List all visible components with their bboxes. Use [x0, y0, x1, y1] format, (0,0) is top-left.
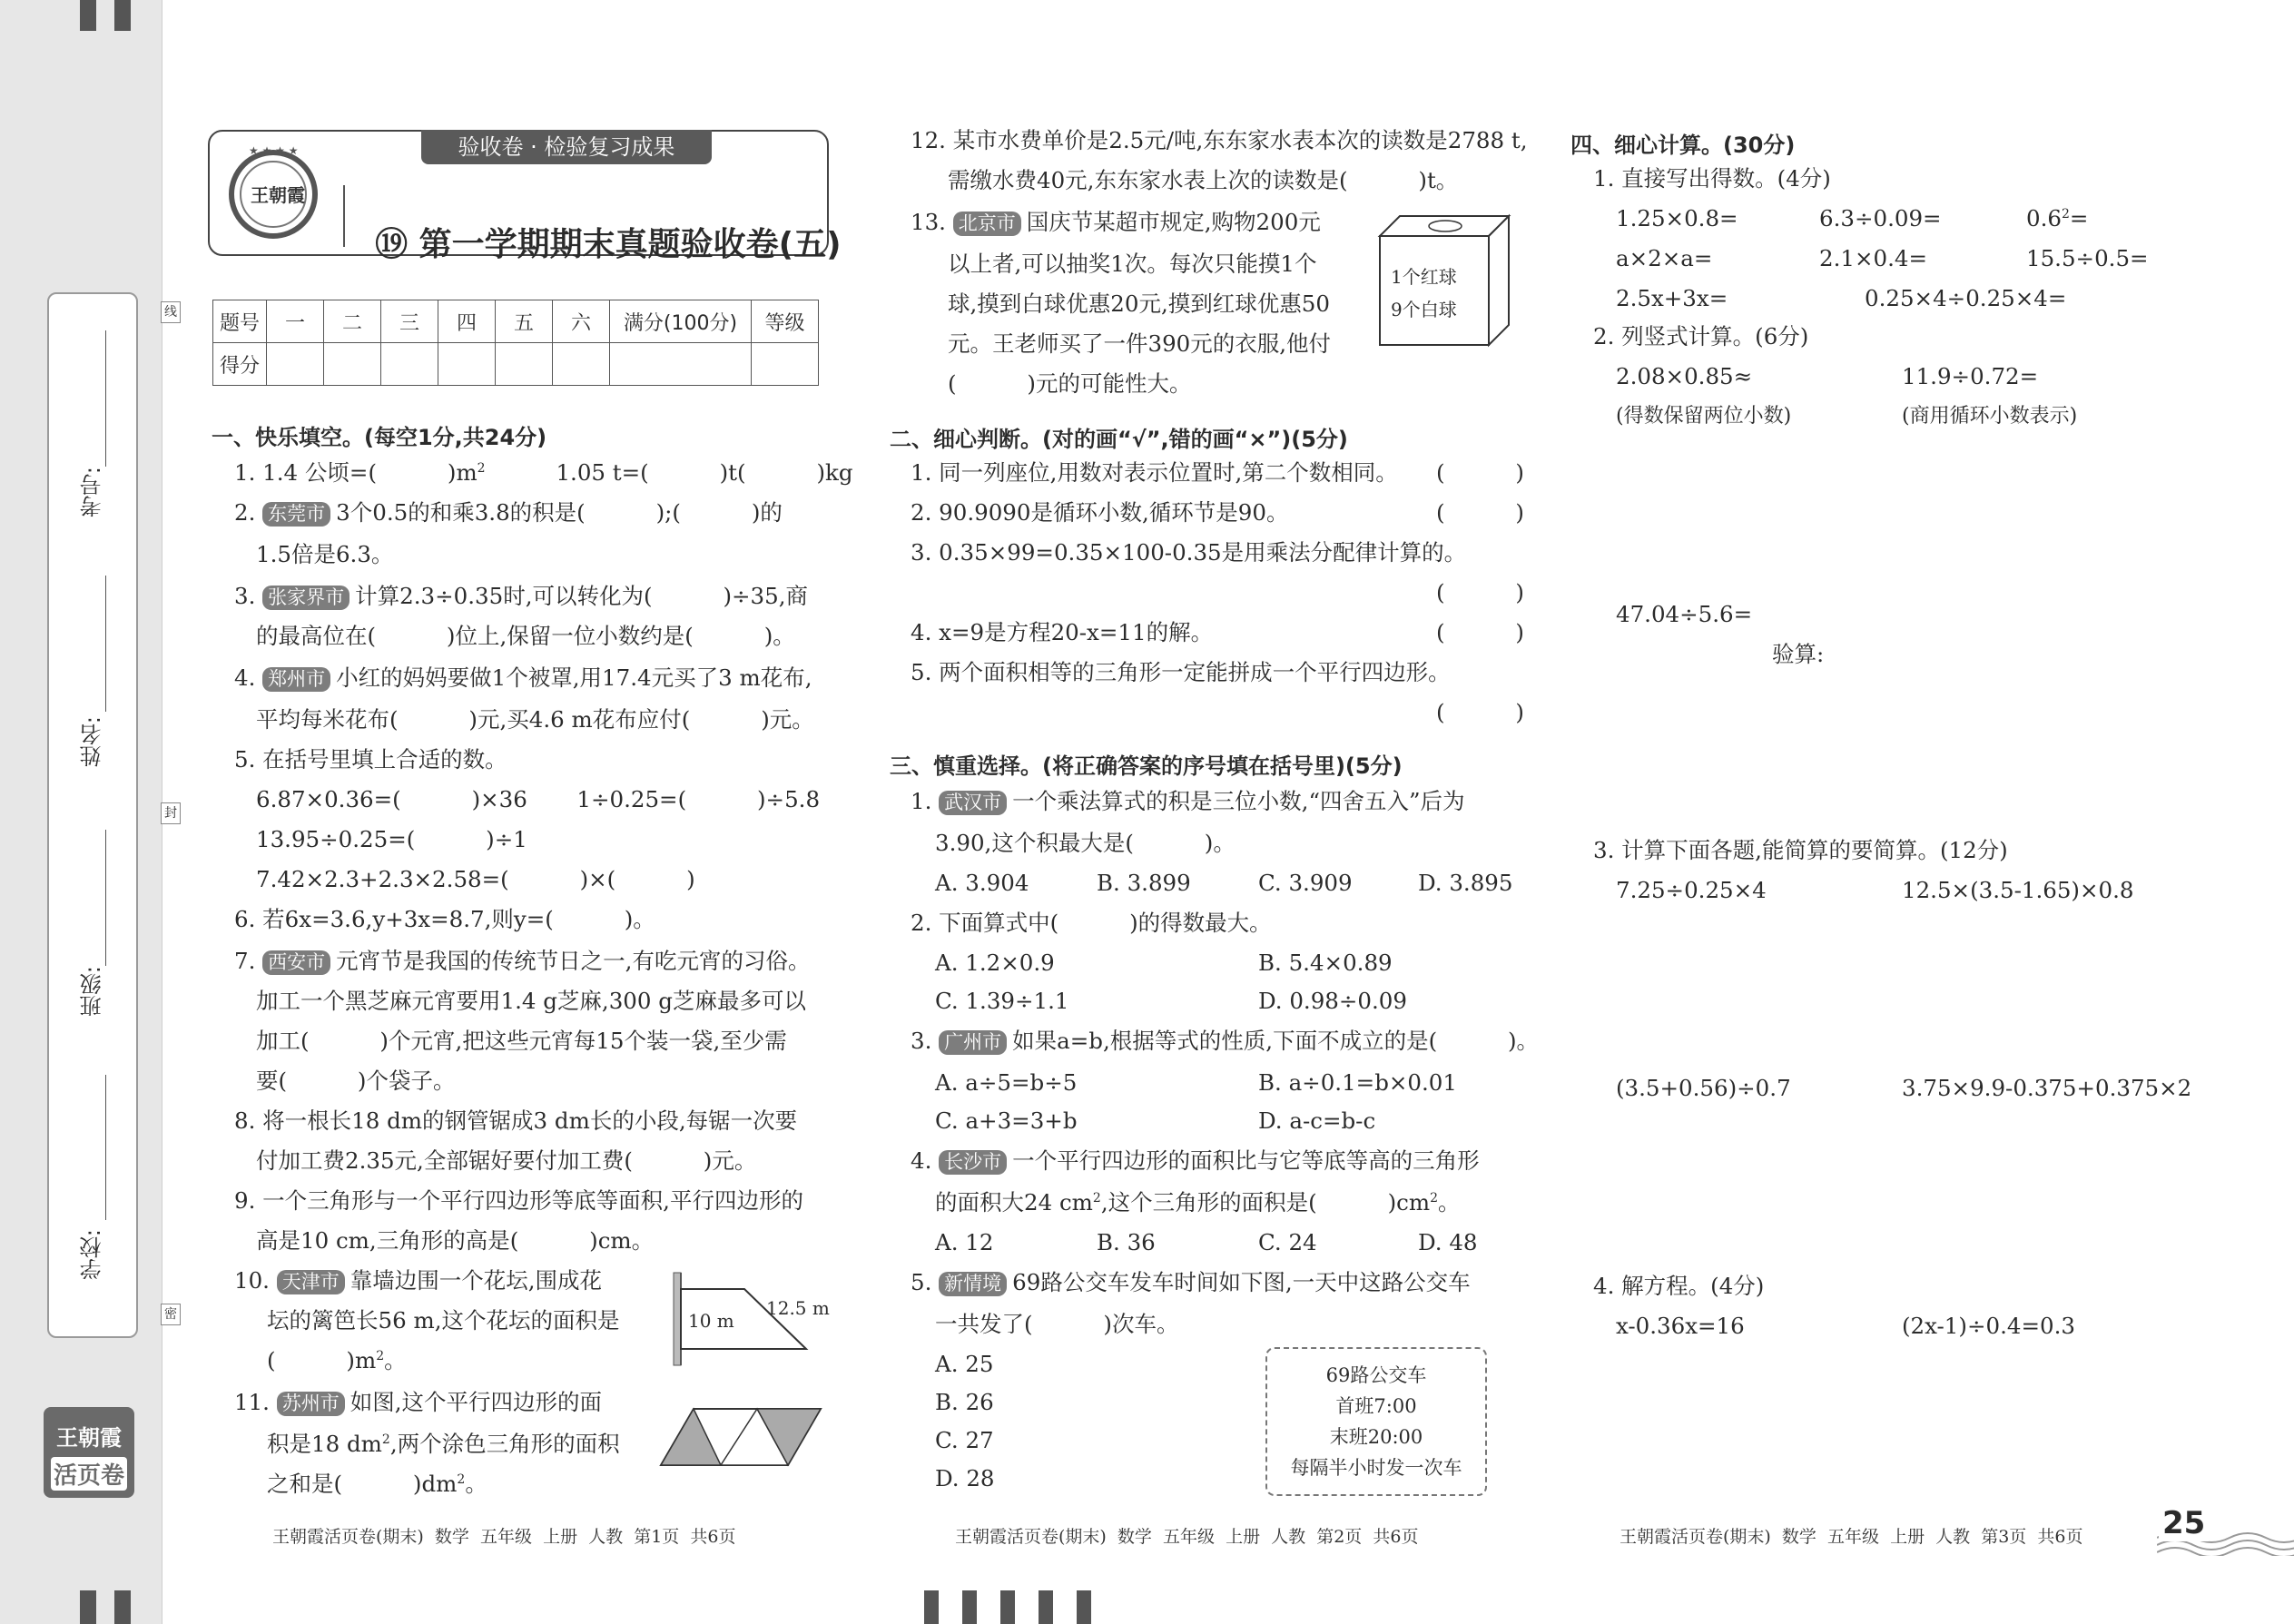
s4-p2-b-note: (商用循环小数表示) [1902, 405, 2078, 428]
s4-p1-f: 15.5÷0.5= [2026, 245, 2149, 271]
s2-q2-answer[interactable]: ( ) [1436, 499, 1524, 526]
s4-p1-c-eq: = [2069, 205, 2089, 231]
page-title [352, 182, 842, 265]
s3-q3-optD[interactable]: D. a-c=b-c [1258, 1107, 1376, 1134]
student-info-box [47, 292, 138, 1338]
city-tag: 新情境 [939, 1272, 1007, 1296]
q1-4: 4. 郑州市 小红的妈妈要做1个被罩,用17.4元买了3 m花布, [234, 664, 812, 691]
q1-13-a: 国庆节某超市规定,购物200元 [1026, 209, 1321, 235]
school-label: 学校: [80, 1229, 105, 1281]
brand-line2: 活页卷 [51, 1457, 127, 1491]
score-table [212, 300, 819, 386]
exam-number-label: 考号: [80, 467, 105, 518]
figure-label-10m: 10 m [688, 1310, 734, 1332]
s4-p1-h: 0.25×4÷0.25×4= [1865, 285, 2067, 311]
section-2-title: 二、细心判断。(对的画“√”,错的画“×”)(5分) [890, 427, 1348, 452]
s3-q5-a: 69路公交车发车时间如下图,一天中这路公交车 [1012, 1269, 1471, 1295]
q1-8-b: 付加工费2.35元,全部锯好要付加工费( )元。 [256, 1147, 757, 1174]
city-tag: 苏州市 [277, 1392, 345, 1416]
s4-p1-c-base: 0.6 [2026, 205, 2062, 231]
s3-q4-b2: ,这个三角形的面积是( )cm [1100, 1189, 1431, 1216]
binding-mark [962, 1590, 977, 1624]
score-header: 二 [324, 300, 381, 343]
s4-p1-d: a×2×a= [1616, 245, 1713, 271]
score-header: 一 [267, 300, 324, 343]
s3-q5: 5. 新情境 69路公交车发车时间如下图,一天中这路公交车 [911, 1269, 1471, 1295]
s4-p2-a-note: (得数保留两位小数) [1616, 405, 1792, 428]
binding-mark [114, 0, 131, 31]
city-tag: 西安市 [262, 950, 330, 975]
score-header: 满分(100分) [610, 300, 752, 343]
q1-7-c: 加工( )个元宵,把这些元宵每15个装一袋,至少需 [256, 1028, 787, 1054]
q1-7-a: 元宵节是我国的传统节日之一,有吃元宵的习俗。 [336, 948, 811, 974]
q1-5-c: 7.42×2.3+2.3×2.58=( )×( ) [256, 866, 695, 892]
page-number: 25 [2159, 1505, 2209, 1541]
s3-q5-optD[interactable]: D. 28 [935, 1465, 995, 1491]
q1-1-b: 1.05 t=( )t( )kg [485, 459, 853, 486]
s4-p2-c: 47.04÷5.6= [1616, 601, 1753, 627]
s4-p1: 1. 直接写出得数。(4分) [1593, 165, 1831, 192]
q1-10-c [267, 1347, 407, 1374]
s3-q4-optC[interactable]: C. 24 [1258, 1229, 1317, 1255]
score-header: 题号 [213, 300, 267, 343]
q1-3-a: 计算2.3÷0.35时,可以转化为( )÷35,商 [355, 583, 808, 609]
q1-11-c-sup: 2 [457, 1471, 466, 1487]
s3-q5-optC[interactable]: C. 27 [935, 1427, 994, 1453]
city-tag: 郑州市 [262, 667, 330, 692]
s3-q1: 1. 武汉市 一个乘法算式的积是三位小数,“四舍五入”后为 [911, 788, 1465, 814]
score-cell[interactable] [381, 343, 438, 386]
q1-11-b [267, 1431, 620, 1458]
section-4-title: 四、细心计算。(30分) [1570, 133, 1796, 158]
score-header: 三 [381, 300, 438, 343]
city-tag: 广州市 [939, 1030, 1007, 1055]
city-tag: 武汉市 [939, 791, 1007, 815]
q1-13-e: ( )元的可能性大。 [948, 370, 1192, 397]
bus-line: 69路公交车 [1325, 1364, 1427, 1386]
s4-p4-b: (2x-1)÷0.4=0.3 [1902, 1313, 2075, 1339]
q1-13: 13. 北京市 国庆节某超市规定,购物200元 [911, 209, 1321, 235]
q1-13-c: 球,摸到白球优惠20元,摸到红球优惠50 [948, 290, 1330, 317]
q1-13-b: 以上者,可以抽奖1次。每次只能摸1个 [948, 251, 1317, 277]
score-cell[interactable] [324, 343, 381, 386]
s3-q5-optA[interactable]: A. 25 [935, 1351, 994, 1377]
seal-mark-mi: 密 [161, 1304, 181, 1325]
q1-7-b: 加工一个黑芝麻元宵要用1.4 g芝麻,300 g芝麻最多可以 [256, 988, 806, 1014]
q1-11-a: 如图,这个平行四边形的面 [350, 1389, 603, 1415]
name-field[interactable] [105, 576, 106, 712]
s3-q4-optB[interactable]: B. 36 [1097, 1229, 1156, 1255]
s4-p2-check: 验算: [1772, 641, 1825, 667]
score-table-header-row [213, 300, 819, 343]
q1-10-a: 靠墙边围一个花坛,围成花 [350, 1267, 603, 1294]
seal-mark-xian: 线 [161, 301, 181, 323]
binding-mark [1039, 1590, 1053, 1624]
class-label: 班级: [80, 966, 105, 1018]
s3-q1-b: 3.90,这个积最大是( )。 [935, 830, 1236, 856]
class-field[interactable] [105, 830, 106, 966]
q1-12-a: 12. 某市水费单价是2.5元/吨,东东家水表本次的读数是2788 t, [911, 127, 1528, 153]
q1-5-b: 13.95÷0.25=( )÷1 [256, 826, 527, 852]
q1-2-b: 1.5倍是6.3。 [256, 541, 394, 567]
box-white-balls: 9个白球 [1391, 299, 1457, 320]
school-field[interactable] [105, 1075, 106, 1220]
svg-text:★ ★ ★ ★: ★ ★ ★ ★ [249, 144, 299, 157]
score-cell[interactable] [553, 343, 610, 386]
q1-9-a: 9. 一个三角形与一个平行四边形等底等面积,平行四边形的 [234, 1187, 803, 1214]
q1-13-d: 元。王老师买了一件390元的衣服,他付 [948, 330, 1332, 357]
parallelogram-figure [657, 1405, 826, 1471]
score-header: 六 [553, 300, 610, 343]
score-cell[interactable] [267, 343, 324, 386]
s4-p1-e: 2.1×0.4= [1819, 245, 1927, 271]
q1-3-b: 的最高位在( )位上,保留一位小数约是( )。 [256, 623, 795, 649]
s4-p1-c [2026, 205, 2088, 232]
s3-q1-a: 一个乘法算式的积是三位小数,“四舍五入”后为 [1012, 788, 1465, 814]
q1-10: 10. 天津市 靠墙边围一个花坛,围成花 [234, 1267, 603, 1294]
q1-4-a: 小红的妈妈要做1个被罩,用17.4元买了3 m花布, [336, 664, 812, 691]
s2-q5: 5. 两个面积相等的三角形一定能拼成一个平行四边形。 [911, 659, 1451, 685]
s3-q1-optD[interactable]: D. 3.895 [1418, 870, 1513, 896]
s3-q3: 3. 广州市 如果a=b,根据等式的性质,下面不成立的是( )。 [911, 1028, 1540, 1054]
s3-q1-optA[interactable]: A. 3.904 [935, 870, 1029, 896]
s4-p2-a: 2.08×0.85≈ [1616, 363, 1753, 389]
s3-q4-b [935, 1189, 1461, 1216]
figure-label-12-5m: 12.5 m [766, 1297, 830, 1319]
s4-p2: 2. 列竖式计算。(6分) [1593, 323, 1809, 349]
s3-q3-a: 如果a=b,根据等式的性质,下面不成立的是( )。 [1012, 1028, 1540, 1054]
q1-3: 3. 张家界市 计算2.3÷0.35时,可以转化为( )÷35,商 [234, 583, 808, 609]
seal-text: 王朝霞 [251, 184, 305, 206]
q1-7-d: 要( )个袋子。 [256, 1068, 456, 1094]
score-cell[interactable] [496, 343, 553, 386]
s3-q5-optB[interactable]: B. 26 [935, 1389, 994, 1415]
binding-mark [924, 1590, 939, 1624]
s4-p1-g: 2.5x+3x= [1616, 285, 1728, 311]
s4-p3-c: (3.5+0.56)÷0.7 [1616, 1075, 1791, 1101]
binding-mark [1000, 1590, 1015, 1624]
bus-schedule-box [1265, 1347, 1487, 1496]
s3-q3-optA[interactable]: A. a÷5=b÷5 [935, 1069, 1078, 1096]
q1-11-c [267, 1471, 487, 1498]
s2-q3-answer[interactable]: ( ) [1436, 579, 1524, 605]
test-title: 第一学期期末真题验收卷(五) [418, 226, 842, 263]
q1-12-b: 需缴水费40元,东东家水表上次的读数是( )t。 [948, 167, 1459, 193]
s4-p2-b: 11.9÷0.72= [1902, 363, 2039, 389]
s3-q4: 4. 长沙市 一个平行四边形的面积比与它等底等高的三角形 [911, 1147, 1480, 1174]
q1-4-b: 平均每米花布( )元,买4.6 m花布应付( )元。 [256, 706, 814, 733]
s3-q2-optB[interactable]: B. 5.4×0.89 [1258, 950, 1393, 976]
s4-p3-a: 7.25÷0.25×4 [1616, 877, 1767, 903]
s2-q5-answer[interactable]: ( ) [1436, 699, 1524, 725]
s3-q3-optB[interactable]: B. a÷0.1=b×0.01 [1258, 1069, 1457, 1096]
s3-q4-optD[interactable]: D. 48 [1418, 1229, 1478, 1255]
q1-6: 6. 若6x=3.6,y+3x=8.7,则y=( )。 [234, 906, 655, 932]
q1-5-a: 6.87×0.36=( )×36 1÷0.25=( )÷5.8 [256, 786, 821, 812]
footer-page-1: 王朝霞活页卷(期末) 数学 五年级 上册 人教 第1页 共6页 [272, 1527, 736, 1547]
score-cell[interactable] [610, 343, 752, 386]
q1-10-b: 坛的篱笆长56 m,这个花坛的面积是 [267, 1307, 620, 1334]
q1-1 [234, 459, 853, 487]
q1-10-sup: 2 [376, 1348, 385, 1363]
s3-q2-optD[interactable]: D. 0.98÷0.09 [1258, 988, 1407, 1014]
s3-q4-end: 。 [1438, 1189, 1461, 1216]
score-cell[interactable] [752, 343, 819, 386]
score-header: 等级 [752, 300, 819, 343]
s2-q2: 2. 90.9090是循环小数,循环节是90。 [911, 499, 1289, 526]
q1-10-c-text: ( )m [267, 1347, 377, 1373]
section-3-title: 三、慎重选择。(将正确答案的序号填在括号里)(5分) [890, 753, 1403, 779]
score-cell[interactable] [438, 343, 496, 386]
s4-p4: 4. 解方程。(4分) [1593, 1273, 1765, 1299]
section-1-title: 一、快乐填空。(每空1分,共24分) [212, 425, 547, 450]
q1-2: 2. 东莞市 3个0.5的和乘3.8的积是( );( )的 [234, 499, 783, 526]
q1-10-end: 。 [384, 1347, 407, 1373]
name-label: 姓名: [80, 716, 105, 768]
s4-p3-b: 12.5×(3.5-1.65)×0.8 [1902, 877, 2134, 903]
q1-1-sup: 2 [477, 460, 486, 476]
q1-11-sup: 2 [381, 1432, 390, 1447]
city-tag: 天津市 [277, 1270, 345, 1294]
q1-2-a: 3个0.5的和乘3.8的积是( );( )的 [336, 499, 783, 526]
binding-mark [1077, 1590, 1091, 1624]
exam-number-field[interactable] [105, 330, 106, 467]
seal-logo [223, 142, 323, 241]
q1-11: 11. 苏州市 如图,这个平行四边形的面 [234, 1389, 603, 1415]
q1-11-b-text: 积是18 dm [267, 1431, 382, 1457]
q1-1-a: 1. 1.4 公顷=( )m [234, 459, 478, 486]
s3-q2-optA[interactable]: A. 1.2×0.9 [935, 950, 1055, 976]
bus-last: 末班20:00 [1329, 1426, 1423, 1448]
test-number: ⑲ [375, 226, 409, 263]
score-row-label: 得分 [213, 343, 267, 386]
seal-mark-feng: 封 [161, 802, 181, 824]
s3-q1-optC[interactable]: C. 3.909 [1258, 870, 1353, 896]
s3-q5-b: 一共发了( )次车。 [935, 1311, 1179, 1337]
s4-p3: 3. 计算下面各题,能简算的要简算。(12分) [1593, 837, 2008, 863]
s2-q1: 1. 同一列座位,用数对表示位置时,第二个数相同。 [911, 459, 1398, 486]
brand-logo [44, 1407, 134, 1498]
score-table-score-row [213, 343, 819, 386]
score-header: 四 [438, 300, 496, 343]
q1-5: 5. 在括号里填上合适的数。 [234, 746, 507, 773]
s3-q4-sup: 2 [1092, 1190, 1101, 1206]
s3-q3-optC[interactable]: C. a+3=3+b [935, 1107, 1078, 1134]
city-tag: 长沙市 [939, 1150, 1007, 1175]
s4-p1-c-sup: 2 [2061, 206, 2070, 221]
bus-interval: 每隔半小时发一次车 [1290, 1457, 1462, 1479]
box-red-balls: 1个红球 [1391, 266, 1457, 288]
q1-11-c-text: 之和是( )dm [267, 1471, 458, 1497]
s4-p4-a: x-0.36x=16 [1616, 1313, 1745, 1339]
s2-q1-answer[interactable]: ( ) [1436, 459, 1524, 486]
binding-mark [114, 1590, 131, 1624]
score-header: 五 [496, 300, 553, 343]
q1-7: 7. 西安市 元宵节是我国的传统节日之一,有吃元宵的习俗。 [234, 948, 811, 974]
s3-q4-a: 一个平行四边形的面积比与它等底等高的三角形 [1012, 1147, 1480, 1174]
s4-p3-d: 3.75×9.9-0.375+0.375×2 [1902, 1075, 2192, 1101]
s3-q1-optB[interactable]: B. 3.899 [1097, 870, 1191, 896]
s3-q4-b-text: 的面积大24 cm [935, 1189, 1093, 1216]
s3-q2-optC[interactable]: C. 1.39÷1.1 [935, 988, 1069, 1014]
city-tag: 张家界市 [262, 586, 350, 610]
title-divider [343, 185, 345, 247]
s2-q3: 3. 0.35×99=0.35×100-0.35是用乘法分配律计算的。 [911, 539, 1467, 566]
city-tag: 东莞市 [262, 502, 330, 527]
s3-q4-optA[interactable]: A. 12 [935, 1229, 994, 1255]
footer-page-2: 王朝霞活页卷(期末) 数学 五年级 上册 人教 第2页 共6页 [955, 1527, 1419, 1547]
q1-11-b2: ,两个涂色三角形的面积 [389, 1431, 620, 1457]
s2-q4-answer[interactable]: ( ) [1436, 619, 1524, 645]
s3-q2: 2. 下面算式中( )的得数最大。 [911, 910, 1272, 936]
banner: 验收卷 · 检验复习成果 [421, 130, 712, 164]
s4-p1-b: 6.3÷0.09= [1819, 205, 1942, 231]
s2-q4: 4. x=9是方程20-x=11的解。 [911, 619, 1214, 645]
s4-p1-a: 1.25×0.8= [1616, 205, 1738, 231]
q1-9-b: 高是10 cm,三角形的高是( )cm。 [256, 1227, 655, 1254]
binding-mark [80, 0, 96, 31]
city-tag: 北京市 [953, 212, 1021, 236]
q1-11-end: 。 [465, 1471, 487, 1497]
q1-8-a: 8. 将一根长18 dm的钢管锯成3 dm长的小段,每锯一次要 [234, 1107, 798, 1134]
binding-mark [80, 1590, 96, 1624]
s3-q4-sup2: 2 [1430, 1190, 1439, 1206]
footer-page-3: 王朝霞活页卷(期末) 数学 五年级 上册 人教 第3页 共6页 [1620, 1527, 2083, 1547]
brand-line1: 王朝霞 [56, 1425, 122, 1451]
bus-first: 首班7:00 [1335, 1395, 1417, 1417]
